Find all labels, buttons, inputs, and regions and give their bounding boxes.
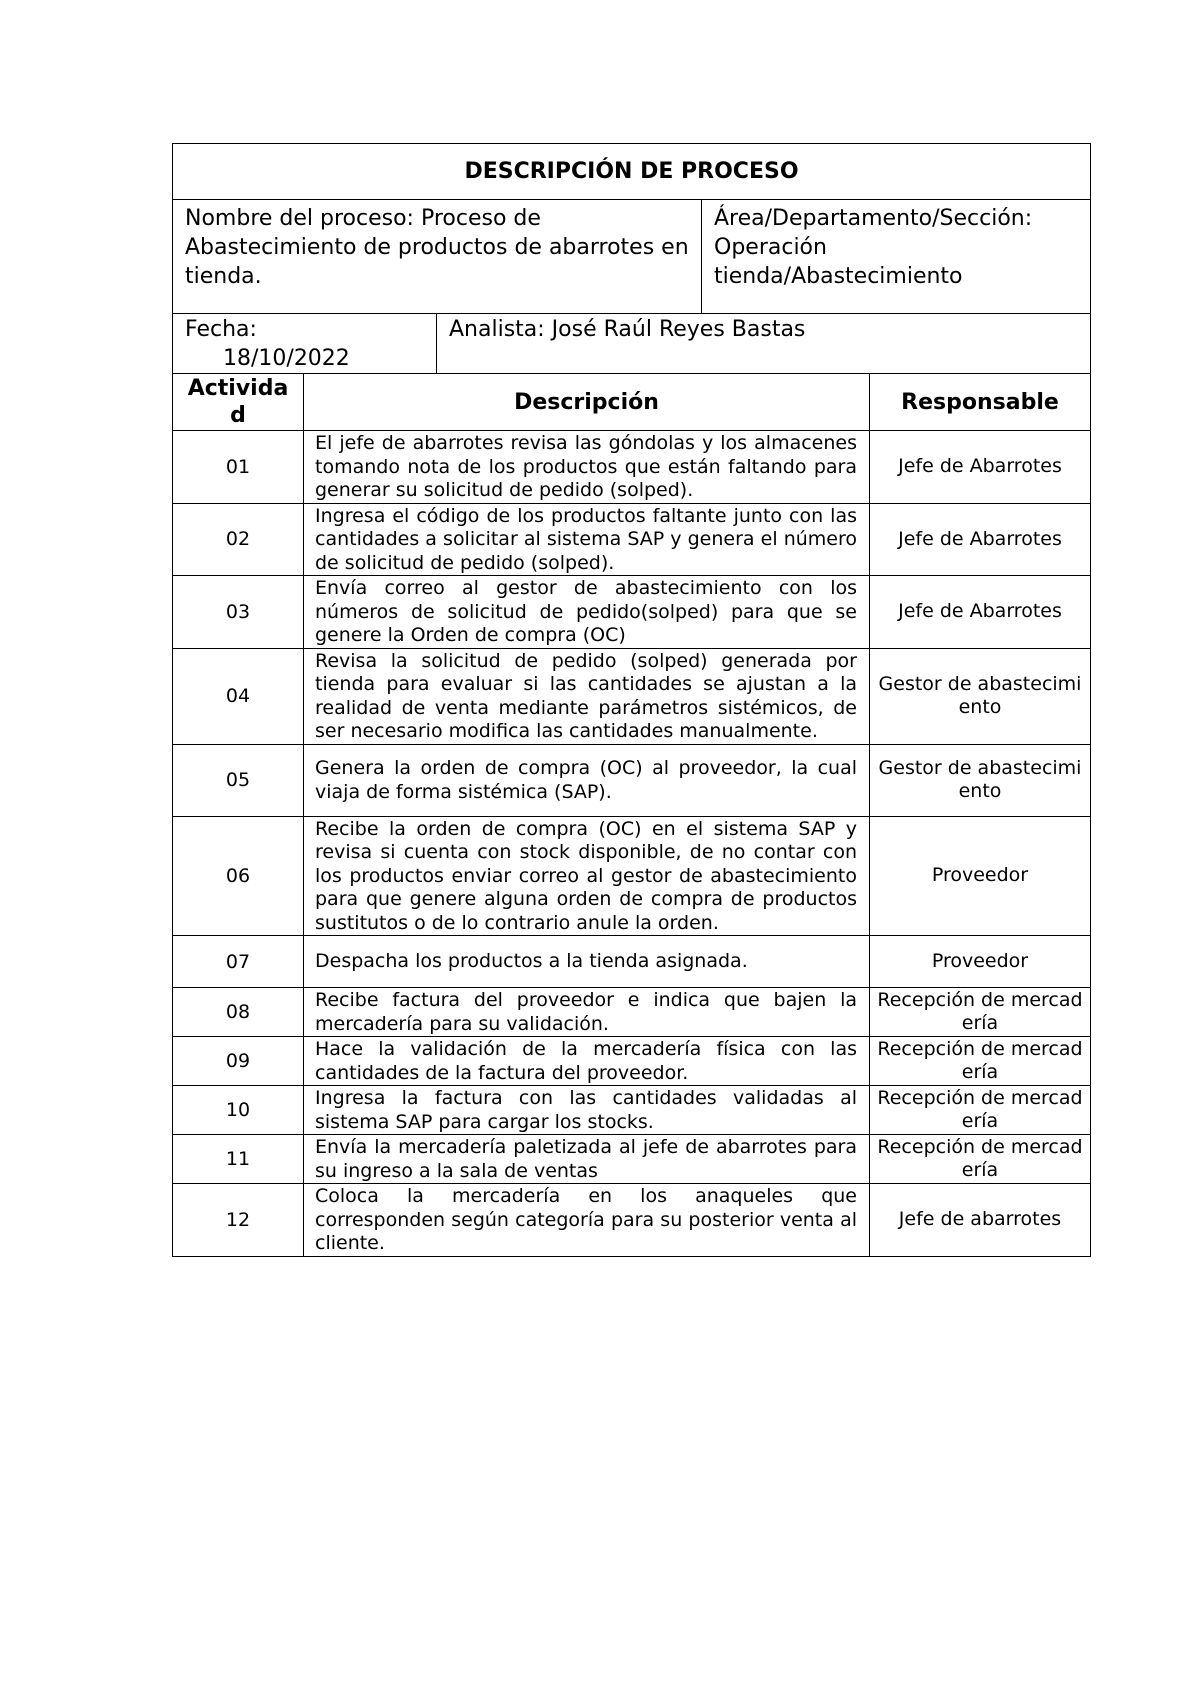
process-name: Nombre del proceso: Proceso de Abastecimiento de productos de abarrotes en tienda. [173,200,702,314]
header-responsible: Responsable [870,374,1091,431]
table-row [173,744,1091,816]
date-value: 18/10/2022 [223,346,350,371]
header-description: Descripción [304,374,870,431]
process-table [172,143,1091,1257]
activity-responsible: Gestor de abastecimiento [870,744,1091,816]
activity-number: 02 [173,503,304,576]
activity-description: El jefe de abarrotes revisa las góndolas y los almacenes tomando nota de los productos que están faltando para generar su solicitud de pedido (solped). [304,431,870,504]
activity-responsible: Recepción de mercadería [870,1086,1091,1135]
date-label: Fecha: [185,317,257,342]
activity-description: Despacha los productos a la tienda asignada. [304,936,870,988]
activity-number: 10 [173,1086,304,1135]
table-row [173,648,1091,744]
activity-responsible: Jefe de Abarrotes [870,431,1091,504]
table-row [173,431,1091,504]
table-row [173,1184,1091,1257]
table-row [173,1135,1091,1184]
activity-responsible: Recepción de mercadería [870,1037,1091,1086]
activity-number: 08 [173,988,304,1037]
table-row [173,816,1091,936]
activity-number: 07 [173,936,304,988]
activity-description: Genera la orden de compra (OC) al proveedor, la cual viaja de forma sistémica (SAP). [304,744,870,816]
activity-number: 03 [173,576,304,649]
table-row [173,936,1091,988]
activity-number: 12 [173,1184,304,1257]
activity-number: 06 [173,816,304,936]
activity-description: Coloca la mercadería en los anaqueles que corresponden según categoría para su posterior venta al cliente. [304,1184,870,1257]
table-row [173,503,1091,576]
activity-responsible: Proveedor [870,816,1091,936]
date-cell [173,314,437,374]
analyst: Analista: José Raúl Reyes Bastas [437,314,1091,374]
table-row [173,1037,1091,1086]
activity-description: Ingresa la factura con las cantidades validadas al sistema SAP para cargar los stocks. [304,1086,870,1135]
activity-number: 11 [173,1135,304,1184]
process-description-document [172,143,1090,1257]
activity-description: Revisa la solicitud de pedido (solped) generada por tienda para evaluar si las cantidades se ajustan a la realidad de venta mediante parámetros sistémicos, de ser necesario modifica las cantidades manualmente. [304,648,870,744]
activity-description: Envía la mercadería paletizada al jefe de abarrotes para su ingreso a la sala de ventas [304,1135,870,1184]
activity-number: 09 [173,1037,304,1086]
activity-responsible: Recepción de mercadería [870,1135,1091,1184]
activity-responsible: Jefe de Abarrotes [870,503,1091,576]
table-row [173,576,1091,649]
activity-responsible: Gestor de abastecimiento [870,648,1091,744]
activity-description: Hace la validación de la mercadería física con las cantidades de la factura del proveedor. [304,1037,870,1086]
activity-number: 01 [173,431,304,504]
activity-number: 04 [173,648,304,744]
activity-description: Ingresa el código de los productos faltante junto con las cantidades a solicitar al sistema SAP y genera el número de solicitud de pedido (solped). [304,503,870,576]
activity-responsible: Jefe de Abarrotes [870,576,1091,649]
activity-description: Recibe la orden de compra (OC) en el sistema SAP y revisa si cuenta con stock disponible, de no contar con los productos enviar correo al gestor de abastecimiento para que genere alguna orden de compra de productos sustitutos o de lo contrario anule la orden. [304,816,870,936]
table-row [173,1086,1091,1135]
activity-rows [173,431,1091,1257]
activity-description: Envía correo al gestor de abastecimiento con los números de solicitud de pedido(solped) para que se genere la Orden de compra (OC) [304,576,870,649]
header-activity: Actividad [173,374,304,431]
activity-responsible: Jefe de abarrotes [870,1184,1091,1257]
activity-responsible: Proveedor [870,936,1091,988]
activity-responsible: Recepción de mercadería [870,988,1091,1037]
activity-description: Recibe factura del proveedor e indica que bajen la mercadería para su validación. [304,988,870,1037]
activity-number: 05 [173,744,304,816]
area-department-section: Área/Departamento/Sección: Operación tienda/Abastecimiento [702,200,1091,314]
table-row [173,988,1091,1037]
document-title: DESCRIPCIÓN DE PROCESO [173,144,1091,200]
